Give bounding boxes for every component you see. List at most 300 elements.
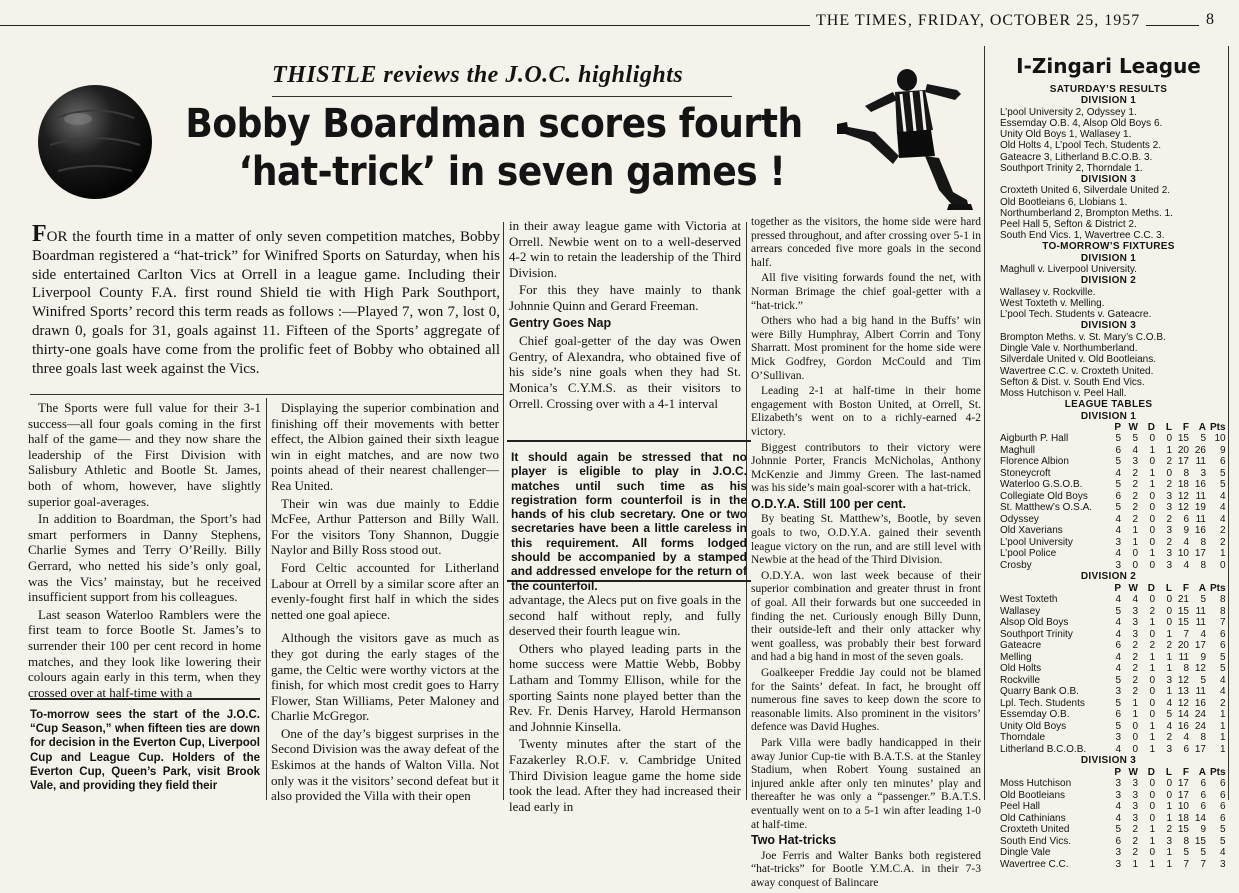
article-paragraph: In addition to Boardman, the Sport’s had smart performers in Danny Stephens, Charlie Symes and Terry O’Reilly. Billy Gerrard, who netted his side’s only goal, was the Vics’ mainstay, but he received insufficient support from his colleagues. [28,511,261,605]
result-line: Old Holts 4, L’pool Tech. Students 2. [1000,140,1162,152]
table-cell: 4 [1115,812,1121,824]
result-line: Croxteth United 6, Silverdale United 2. [1000,185,1171,197]
subheading-odya: O.D.Y.A. Still 100 per cent. [751,496,906,511]
article-paragraph: For this they have mainly to thank Johnnie Quinn and Gerard Freeman. [509,282,741,313]
table-cell: 4 [1166,697,1172,709]
team-name: Gateacre [1000,640,1042,652]
team-name: Unity Old Boys [1000,720,1067,732]
table-cell: 0 [1149,709,1155,721]
table-cell: 6 [1183,743,1189,755]
column-rule-sidebar [984,46,985,800]
table-cell: 8 [1200,559,1206,571]
league-table-division-1 [998,422,1228,572]
table-cell: 5 [1183,847,1189,859]
table-row [998,859,1228,871]
article-paragraph: Biggest contributors to their victory were Johnnie Porter, Francis McNicholas, Anthony McKenzie and Jimmy Green. The last-named was his side’s main goal-scorer with a hat-trick. [751,441,981,495]
result-line: Northumberland 2, Brompton Meths. 1. [1000,207,1173,219]
table-cell: 8 [1220,605,1226,617]
table-cell: 1 [1166,444,1172,456]
table-cell: 5 [1115,605,1121,617]
team-name: Wavertree C.C. [1000,858,1069,870]
table-cell: 1 [1149,732,1155,744]
table-cell: 0 [1132,743,1138,755]
league-sidebar [990,48,1239,870]
table-cell: 3 [1166,548,1172,560]
subheading-hat-tricks: Two Hat-tricks [751,833,837,848]
table-cell: 6 [1220,812,1226,824]
table-cell: 0 [1149,559,1155,571]
table-cell: 2 [1149,605,1155,617]
table-cell: 2 [1132,490,1138,502]
table-cell: 5 [1220,824,1226,836]
table-cell: 3 [1166,490,1172,502]
table-row [998,744,1228,756]
table-cell: 1 [1132,525,1138,537]
table-cell: 21 [1177,594,1189,606]
column-rule-1 [266,398,267,800]
table-row [998,617,1228,629]
table-cell: 16 [1194,525,1206,537]
team-name: Old Bootleians [1000,789,1066,801]
table-cell: 4 [1166,720,1172,732]
table-cell: 3 [1166,835,1172,847]
fixture-line: L’pool Tech. Students v. Gateacre. [1000,309,1152,321]
table-cell: 11 [1195,456,1206,468]
table-cell: 6 [1115,835,1121,847]
table-cell: 0 [1149,594,1155,606]
table-cell: 1 [1132,709,1138,721]
table-row [998,525,1228,537]
table-cell: 4 [1115,467,1121,479]
article-paragraph: Displaying the superior combination and finishing off their movements with better effect, the Albion gained their sixth league win in eight matches, and are now two points ahead of their nearest challenger—Rea United. [271,400,499,493]
lead-body: OR the fourth time in a matter of only seven competition matches, Bobby Boardman registered a “hat-trick” for Winifred Sports on Saturday, when his side entertained Carlton Vics at Orrell in a league game. Including their Liverpool County F.A. first round Shield tie with High Park Southport, Winifred Sports’ record this term reads as follows :—Played 7, won 7, lost 0, drawn 0, goals for 31, goals against 11. Fifteen of the Sports’ aggregate of thirty-one goals have come from the prolific feet of Bobby who obtained all three goals last week against the Vics. [32,229,500,377]
table-row [998,836,1228,848]
table-cell: 1 [1166,663,1172,675]
table-cell: 2 [1220,525,1226,537]
table-cell: 0 [1132,559,1138,571]
division-label: DIVISION 2 [1080,571,1137,583]
table-header-cell: D [1147,421,1155,433]
table-cell: 10 [1177,801,1189,813]
table-cell: 4 [1115,651,1121,663]
article-column-1 [28,400,261,702]
table-cell: 4 [1220,686,1226,698]
league-table-division-2 [998,583,1228,756]
result-line: Gateacre 3, Litherland B.C.O.B. 3. [1000,151,1153,163]
team-name: Aigburth P. Hall [1000,433,1069,445]
table-cell: 3 [1220,858,1226,870]
table-cell: 3 [1115,536,1121,548]
table-row [998,468,1228,480]
table-cell: 3 [1166,674,1172,686]
table-row [998,560,1228,572]
table-cell: 0 [1149,628,1155,640]
article-paragraph: Others who had a big hand in the Buffs’ win were Billy Humphray, Albert Corrin and Tony Sharratt. Most prominent for the home side were Mick Godfrey, Gordon McCould and Tim O’Sullivan. [751,315,981,382]
team-name: Moss Hutchison [1000,778,1072,790]
table-row [998,456,1228,468]
table-cell: 1 [1149,467,1155,479]
masthead-text: THE TIMES, FRIDAY, OCTOBER 25, 1957 [810,12,1146,30]
sidebar-title: I-Zingari League [1016,54,1201,78]
table-cell: 2 [1149,640,1155,652]
table-header-cell: W [1128,421,1138,433]
table-row [998,709,1228,721]
table-row [998,778,1228,790]
table-cell: 2 [1220,536,1226,548]
team-name: Odyssey [1000,513,1039,525]
table-cell: 6 [1220,640,1226,652]
table-cell: 4 [1220,513,1226,525]
table-header-cell: A [1198,421,1206,433]
table-row [998,813,1228,825]
team-name: South End Vics. [1000,835,1071,847]
lead-text [32,221,500,378]
team-name: Alsop Old Boys [1000,617,1069,629]
table-cell: 2 [1132,663,1138,675]
table-cell: 8 [1183,663,1189,675]
table-cell: 3 [1132,617,1138,629]
table-cell: 4 [1115,801,1121,813]
table-cell: 6 [1183,513,1189,525]
team-name: Quarry Bank O.B. [1000,686,1079,698]
team-name: Stoneycroft [1000,467,1051,479]
table-header-cell: L [1165,582,1172,594]
table-cell: 0 [1166,778,1172,790]
table-cell: 20 [1177,640,1189,652]
table-cell: 4 [1200,628,1206,640]
table-cell: 17 [1177,789,1189,801]
table-cell: 3 [1115,778,1121,790]
table-cell: 3 [1132,605,1138,617]
article-paragraph: advantage, the Alecs put on five goals in the second half without reply, and fully deserved their fourth league win. [509,592,741,639]
table-cell: 3 [1166,743,1172,755]
table-cell: 0 [1149,513,1155,525]
article-paragraph: in their away league game with Victoria at Orrell. Newbie went on to a well-deserved 4-2 win to retain the leadership of the Third Division. [509,218,741,280]
table-cell: 6 [1200,789,1206,801]
table-cell: 1 [1220,709,1226,721]
table-cell: 1 [1220,720,1226,732]
table-cell: 0 [1166,433,1172,445]
result-line: Unity Old Boys 1, Wallasey 1. [1000,129,1132,141]
table-cell: 2 [1166,456,1172,468]
table-cell: 4 [1183,732,1189,744]
article-column-3 [509,218,741,413]
article-paragraph: One of the day’s biggest surprises in the Second Division was the away defeat of the Eskimos at the hands of Walton Villa. Not only was it the visitors’ second defeat but it also provided the Villa with their open [271,725,499,804]
table-cell: 3 [1132,789,1138,801]
table-cell: 0 [1149,697,1155,709]
table-cell: 6 [1115,640,1121,652]
table-cell: 9 [1183,525,1189,537]
table-cell: 4 [1220,490,1226,502]
table-row [998,824,1228,836]
table-cell: 15 [1177,433,1189,445]
article-paragraph: together as the visitors, the home side were hard pressed throughout, and after crossing over 5-1 in arrears conceded five more goals in the second half. [751,216,981,269]
table-cell: 6 [1115,709,1121,721]
article-paragraph: Chief goal-getter of the day was Owen Gentry, of Alexandra, who obtained five of his side’s nine goals when they had St. Monica’s C.Y.M.S. as their visitors to Orrell. Crossing over with a 4-1 interval [509,333,741,411]
table-cell: 0 [1166,594,1172,606]
table-cell: 5 [1166,709,1172,721]
fixture-line: Wavertree C.C. v. Croxteth United. [1000,365,1154,377]
table-cell: 24 [1194,709,1206,721]
article-paragraph: O.D.Y.A. won last week because of their superior combination and greater thrust in front of goal. All their forwards but one succeeded in finding the net. Curiously enough Billy Dunn, their outside-left and their only attacker why went goalless, was probably their best forward and had a big hand in most of the seven goals. [751,569,981,664]
table-header-cell [998,767,1106,779]
table-header-cell [998,583,1106,595]
table-cell: 0 [1166,789,1172,801]
table-row [998,537,1228,549]
table-header-cell: D [1147,766,1155,778]
table-cell: 5 [1220,467,1226,479]
team-name: Florence Albion [1000,456,1069,468]
article-paragraph: Their win was due mainly to Eddie McFee, Arthur Patterson and Billy Wall. For the visitors Tony Shannon, Duggie Naylor and Billy Ross stood out. [271,495,499,558]
table-cell: 5 [1132,433,1138,445]
fixture-line: Moss Hutchison v. Peel Hall. [1000,387,1127,399]
table-cell: 1 [1132,536,1138,548]
table-cell: 20 [1177,444,1189,456]
table-cell: 2 [1132,686,1138,698]
table-cell: 1 [1166,801,1172,813]
table-cell: 1 [1220,548,1226,560]
table-header-cell [998,422,1106,434]
table-cell: 2 [1132,847,1138,859]
table-cell: 0 [1149,502,1155,514]
table-cell: 1 [1166,686,1172,698]
table-cell: 4 [1115,594,1121,606]
table-header-cell: W [1128,582,1138,594]
team-name: Litherland B.C.O.B. [1000,743,1087,755]
table-cell: 4 [1115,525,1121,537]
table-cell: 3 [1132,778,1138,790]
table-cell: 1 [1132,858,1138,870]
team-name: Rockville [1000,674,1041,686]
division-label: DIVISION 2 [1080,275,1137,287]
table-cell: 3 [1132,456,1138,468]
table-cell: 5 [1115,502,1121,514]
table-cell: 4 [1220,502,1226,514]
table-cell: 1 [1149,663,1155,675]
table-cell: 3 [1132,628,1138,640]
article-paragraph: Ford Celtic accounted for Litherland Labour at Orrell by a similar score after an evenly-fought first half in which the sides netted one goal apiece. [271,559,499,622]
lead-paragraph [32,221,500,380]
table-cell: 5 [1200,674,1206,686]
table-cell: 12 [1194,663,1206,675]
result-line: Peel Hall 5, Sefton & District 2. [1000,219,1137,231]
table-cell: 3 [1115,858,1121,870]
table-row [998,732,1228,744]
table-cell: 7 [1183,858,1189,870]
headline-line-1: Bobby Boardman scores fourth [185,101,803,147]
table-cell: 15 [1194,835,1206,847]
table-cell: 11 [1178,651,1189,663]
table-cell: 3 [1115,847,1121,859]
table-cell: 11 [1195,513,1206,525]
table-cell: 4 [1183,559,1189,571]
team-name: Old Holts [1000,663,1042,675]
table-cell: 2 [1166,479,1172,491]
table-cell: 6 [1220,801,1226,813]
team-name: L’pool Police [1000,548,1057,560]
table-row [998,686,1228,698]
drop-cap: F [32,221,47,247]
table-row [998,433,1228,445]
table-cell: 11 [1195,686,1206,698]
table-cell: 3 [1132,812,1138,824]
table-cell: 0 [1149,525,1155,537]
table-cell: 6 [1220,456,1226,468]
table-row [998,652,1228,664]
table-row [998,606,1228,618]
table-cell: 6 [1220,789,1226,801]
division-label: DIVISION 1 [1080,410,1137,422]
table-cell: 8 [1200,536,1206,548]
result-line: L’pool University 2, Odyssey 1. [1000,106,1137,118]
team-name: Thorndale [1000,732,1046,744]
table-cell: 14 [1194,812,1206,824]
table-cell: 4 [1220,674,1226,686]
table-cell: 24 [1194,720,1206,732]
division-label: DIVISION 3 [1080,320,1137,332]
table-cell: 7 [1200,858,1206,870]
subheading-gentry: Gentry Goes Nap [509,315,612,330]
table-cell: 17 [1194,640,1206,652]
table-cell: 5 [1115,824,1121,836]
fixtures-heading: TO-MORROW’S FIXTURES [1042,241,1175,253]
table-cell: 3 [1115,559,1121,571]
table-cell: 10 [1177,548,1189,560]
table-header-cell: A [1198,766,1206,778]
table-row [998,491,1228,503]
table-header-cell: P [1114,766,1121,778]
table-header-row [998,767,1228,779]
kicker-rule [272,96,732,97]
table-cell: 13 [1177,686,1189,698]
table-cell: 2 [1166,640,1172,652]
table-cell: 4 [1115,743,1121,755]
table-cell: 2 [1166,824,1172,836]
table-cell: 6 [1115,490,1121,502]
results-heading: SATURDAY’S RESULTS [1049,84,1168,95]
table-row [998,629,1228,641]
table-cell: 0 [1149,674,1155,686]
table-cell: 2 [1220,697,1226,709]
team-name: Southport Trinity [1000,628,1073,640]
table-cell: 2 [1132,502,1138,514]
table-cell: 5 [1115,674,1121,686]
table-cell: 3 [1166,559,1172,571]
team-name: Essemday O.B. [1000,709,1070,721]
table-header-cell: D [1147,582,1155,594]
table-cell: 1 [1166,628,1172,640]
table-cell: 1 [1149,548,1155,560]
table-cell: 17 [1194,743,1206,755]
team-name: Old Cathinians [1000,812,1066,824]
team-name: Old Xaverians [1000,525,1063,537]
masthead [0,10,1239,34]
table-row [998,801,1228,813]
table-header-row [998,583,1228,595]
article-paragraph: Leading 2-1 at half-time in their home engagement with Boston United, at Orrell, St. Elizabeth’s went on to a richly-earned 4-2 victory. [751,385,981,438]
fixture-line: Dingle Vale v. Northumberland. [1000,343,1138,355]
article-paragraph: Although the visitors gave as much as they got during the early stages of the game, the Celtic were worthy victors at the finish, for which most credit goes to Harry Flower, Stan Williams, Peter Maloney and Charlie McGregor. [271,630,499,724]
table-row [998,640,1228,652]
fixture-line: Brompton Meths. v. St. Mary’s C.O.B. [1000,331,1166,343]
table-cell: 7 [1220,617,1226,629]
table-cell: 1 [1149,444,1155,456]
team-name: Collegiate Old Boys [1000,490,1088,502]
table-cell: 11 [1195,490,1206,502]
table-cell: 1 [1132,697,1138,709]
table-cell: 17 [1177,778,1189,790]
team-name: Wallasey [1000,605,1041,617]
table-cell: 9 [1200,651,1206,663]
article-column-2 [271,400,499,806]
fixture-line: Sefton & Dist. v. South End Vics. [1000,376,1145,388]
team-name: L’pool University [1000,536,1073,548]
table-cell: 0 [1166,467,1172,479]
table-cell: 3 [1166,502,1172,514]
table-header-cell: L [1165,766,1172,778]
table-cell: 9 [1220,444,1226,456]
table-cell: 8 [1183,467,1189,479]
table-cell: 3 [1115,789,1121,801]
table-cell: 2 [1132,824,1138,836]
table-cell: 26 [1194,444,1206,456]
table-cell: 6 [1220,778,1226,790]
table-cell: 5 [1115,456,1121,468]
table-cell: 0 [1149,778,1155,790]
table-row [998,675,1228,687]
table-cell: 12 [1177,502,1189,514]
table-cell: 4 [1115,617,1121,629]
table-cell: 15 [1177,617,1189,629]
result-line: South End Vics. 1, Wavertree C.C. 3. [1000,230,1165,242]
table-cell: 14 [1177,709,1189,721]
table-cell: 0 [1132,720,1138,732]
article-paragraph: Goalkeeper Freddie Jay could not be blamed for the Saints’ defeat. In fact, he brought off numerous fine saves to keep down the score to reasonable limits. Also prominent in the visitors’ defence was David Hughes. [751,667,981,734]
table-cell: 5 [1115,433,1121,445]
table-cell: 1 [1149,824,1155,836]
division-label: DIVISION 3 [1080,174,1137,186]
table-cell: 0 [1132,732,1138,744]
table-cell: 0 [1166,617,1172,629]
table-header-cell: Pts [1210,766,1226,778]
fixture-line: West Toxteth v. Melling. [1000,298,1105,310]
table-cell: 12 [1177,674,1189,686]
article-paragraph: Joe Ferris and Walter Banks both registered “hat-tricks” for Bootle Y.M.C.A. in their 7-3 away conquest of Balincare [751,849,981,889]
table-cell: 2 [1132,640,1138,652]
fixture-line: Maghull v. Liverpool University. [1000,264,1137,276]
table-cell: 2 [1132,467,1138,479]
team-name: Lpl. Tech. Students [1000,697,1085,709]
table-cell: 5 [1220,651,1226,663]
table-header-cell: P [1114,421,1121,433]
cup-season-notice: To-morrow sees the start of the J.O.C. “Cup Season,” when fifteen ties are down for decision in the Everton Cup, Liverpool Cup and League Cup. Holders of the Everton Cup, Queen’s Park, visit Brook Vale, and providing they field their [30,698,260,793]
table-cell: 0 [1149,812,1155,824]
table-cell: 5 [1115,479,1121,491]
table-header-cell: W [1128,766,1138,778]
table-cell: 16 [1177,720,1189,732]
article-paragraph: By beating St. Matthew’s, Bootle, by seven goals to two, O.D.Y.A. gained their seventh league victory on the run, and are still level with Newbie at the head of the Third Division. [751,513,981,567]
table-cell: 4 [1132,444,1138,456]
table-cell: 0 [1149,801,1155,813]
table-cell: 0 [1149,789,1155,801]
article-paragraph: Park Villa were badly handicapped in their away Junior Cup-tie with B.A.T.S. at the Stanley Stadium, when Robert Young sustained an injured ankle after only ten minutes’ play and thereafter he was only a “passenger.” B.A.T.S. eventually went on to a 5-1 win after leading 1-0 at half-time. [751,736,981,831]
table-cell: 1 [1149,858,1155,870]
table-row [998,698,1228,710]
table-row [998,514,1228,526]
table-cell: 1 [1166,812,1172,824]
table-cell: 0 [1149,847,1155,859]
table-header-cell: A [1198,582,1206,594]
